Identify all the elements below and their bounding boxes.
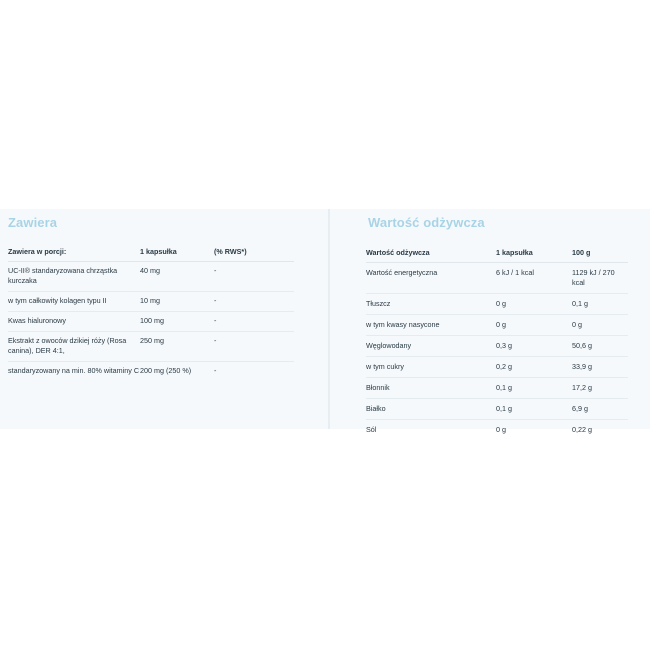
ingredient-name: Kwas hialuronowy: [8, 312, 140, 332]
ingredient-amount: 200 mg (250 %): [140, 366, 192, 375]
ingredient-rws: -: [214, 312, 294, 332]
nutrient-per-capsule: 6 kJ / 1 kcal: [496, 263, 572, 294]
nutrient-per-capsule: 0 g: [496, 425, 506, 434]
nutrient-per-capsule: 0,3 g: [496, 336, 572, 357]
nutrient-per-capsule: 0,2 g: [496, 357, 572, 378]
nutrient-per-100g: 0,22 g: [572, 425, 592, 434]
table-row: [366, 294, 628, 315]
nutrition-header-name: Wartość odżywcza: [366, 243, 496, 263]
nutrient-per-100g: 0 g: [572, 315, 628, 336]
nutrient-per-capsule: 0,1 g: [496, 399, 572, 420]
table-row: [8, 332, 294, 362]
ingredient-rws: -: [214, 292, 294, 312]
ingredient-name: UC-II® standaryzowana chrząstka kurczaka: [8, 262, 140, 292]
ingredient-amount: 40 mg: [140, 262, 214, 292]
nutrient-name: Węglowodany: [366, 336, 496, 357]
ingredient-name: w tym całkowity kolagen typu II: [8, 292, 140, 312]
table-row: [8, 292, 294, 312]
nutrition-header-100g: 100 g: [572, 243, 628, 263]
ingredient-amount: 250 mg: [140, 332, 214, 362]
ingredient-name: Ekstrakt z owoców dzikiej róży (Rosa canina), DER 4:1,: [8, 332, 140, 362]
contains-header-name: Zawiera w porcji:: [8, 243, 140, 262]
nutrient-per-100g: 33,9 g: [572, 357, 628, 378]
ingredient-rws: -: [214, 262, 294, 292]
table-row: [366, 420, 628, 441]
nutrient-name: Tłuszcz: [366, 294, 496, 315]
nutrient-per-capsule: 0 g: [496, 294, 572, 315]
contains-table: [8, 243, 294, 381]
contains-panel: [0, 209, 328, 429]
ingredient-amount: 10 mg: [140, 292, 214, 312]
table-row: [366, 378, 628, 399]
nutrient-per-100g: 50,6 g: [572, 336, 628, 357]
table-row: [366, 357, 628, 378]
nutrient-name: Białko: [366, 399, 496, 420]
nutrient-per-100g: 17,2 g: [572, 378, 628, 399]
table-row: [366, 315, 628, 336]
contains-header-row: [8, 243, 294, 262]
contains-title: Zawiera: [8, 215, 58, 230]
nutrient-name: Błonnik: [366, 378, 496, 399]
nutrient-per-capsule: 0,1 g: [496, 378, 572, 399]
nutrition-table: [366, 243, 628, 440]
nutrition-header-row: [366, 243, 628, 263]
contains-header-amount: 1 kapsułka: [140, 243, 214, 262]
nutrient-name: Wartość energetyczna: [366, 263, 496, 294]
ingredient-amount: 100 mg: [140, 312, 214, 332]
nutrient-per-100g: 1129 kJ / 270 kcal: [572, 263, 628, 294]
nutrient-name: Sól: [366, 425, 377, 434]
nutrition-panel: [330, 209, 650, 434]
nutrient-name: w tym kwasy nasycone: [366, 315, 496, 336]
nutrient-per-capsule: 0 g: [496, 315, 572, 336]
table-row: [366, 263, 628, 294]
ingredient-rws: -: [214, 332, 294, 362]
content-section: [0, 209, 650, 434]
contains-header-rws: (% RWS*): [214, 243, 294, 262]
nutrient-per-100g: 6,9 g: [572, 399, 628, 420]
table-row: [366, 336, 628, 357]
table-row: [8, 312, 294, 332]
nutrient-per-100g: 0,1 g: [572, 294, 628, 315]
table-row: [8, 262, 294, 292]
ingredient-name: standaryzowany na min. 80% witaminy C: [8, 366, 140, 375]
nutrition-title: Wartość odżywcza: [368, 215, 485, 230]
ingredient-rws: -: [214, 366, 217, 375]
nutrition-header-capsule: 1 kapsułka: [496, 243, 572, 263]
table-row: [366, 399, 628, 420]
table-row: [8, 362, 294, 382]
nutrient-name: w tym cukry: [366, 357, 496, 378]
